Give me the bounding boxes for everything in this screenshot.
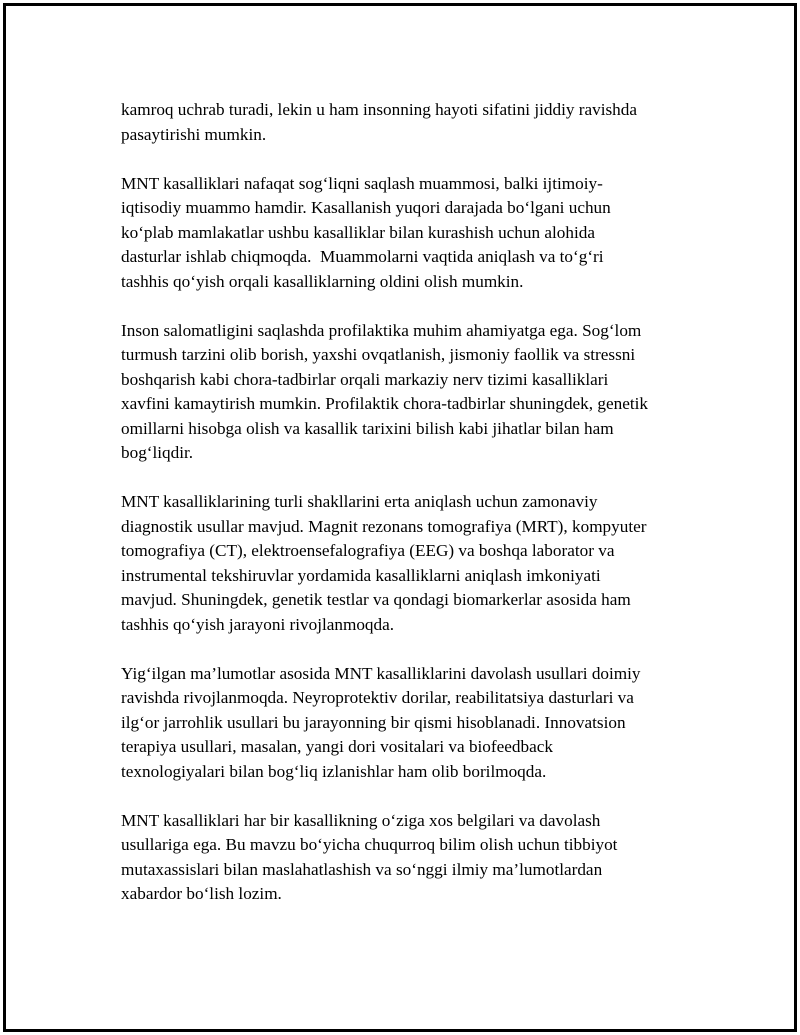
text-line: MNT kasalliklari har bir kasallikning o‘ziga xos belgilari va davolash xyxy=(121,810,601,830)
text-line: pasaytirishi mumkin. xyxy=(121,124,267,144)
text-line: ilg‘or jarrohlik usullari bu jarayonning bir qismi hisoblanadi. Innovatsion xyxy=(121,712,626,732)
text-line: usullariga ega. Bu mavzu bo‘yicha chuqurroq bilim olish uchun tibbiyot xyxy=(121,835,618,854)
paragraph-5 xyxy=(121,662,691,785)
text-line: instrumental tekshiruvlar yordamida kasalliklarni aniqlash imkoniyati xyxy=(121,565,601,585)
text-line: boshqarish kabi chora-tadbirlar orqali markaziy nerv tizimi kasalliklari xyxy=(121,369,609,389)
text-line: omillarni hisobga olish va kasallik tarixini bilish kabi jihatlar bilan ham xyxy=(121,418,614,438)
page-frame xyxy=(3,3,797,1032)
text-line: tashhis qo‘yish orqali kasalliklarning oldini olish mumkin. xyxy=(121,271,524,291)
text-line: turmush tarzini olib borish, yaxshi ovqatlanish, jismoniy faollik va stressni xyxy=(121,345,636,364)
text-line: diagnostik usullar mavjud. Magnit rezonans tomografiya (MRT), kompyuter xyxy=(121,516,647,536)
text-line: xavfini kamaytirish mumkin. Profilaktik chora-tadbirlar shuningdek, genetik xyxy=(121,394,648,413)
text-line: terapiya usullari, masalan, yangi dori vositalari va biofeedback xyxy=(121,737,553,756)
text-line: xabardor bo‘lish lozim. xyxy=(121,884,282,903)
document-body xyxy=(121,98,691,931)
text-line: mutaxassislari bilan maslahatlashish va so‘nggi ilmiy ma’lumotlardan xyxy=(121,859,603,879)
text-line: tashhis qo‘yish jarayoni rivojlanmoqda. xyxy=(121,614,395,634)
paragraph-3 xyxy=(121,319,691,466)
text-line: iqtisodiy muammo hamdir. Kasallanish yuqori darajada bo‘lgani uchun xyxy=(121,198,611,217)
text-line: Yig‘ilgan ma’lumotlar asosida MNT kasalliklarini davolash usullari doimiy xyxy=(121,663,641,683)
text-line: bog‘liqdir. xyxy=(121,443,194,462)
paragraph-4 xyxy=(121,490,691,637)
paragraph-1 xyxy=(121,98,691,147)
text-line: MNT kasalliklari nafaqat sog‘liqni saqlash muammosi, balki ijtimoiy- xyxy=(121,173,603,193)
text-line: tomografiya (CT), elektroensefalografiya (EEG) va boshqa laborator va xyxy=(121,541,615,560)
text-line: ravishda rivojlanmoqda. Neyroprotektiv dorilar, reabilitatsiya dasturlari va xyxy=(121,688,634,707)
text-line: kamroq uchrab turadi, lekin u ham insonning hayoti sifatini jiddiy ravishda xyxy=(121,100,638,119)
text-line: dasturlar ishlab chiqmoqda. Muammolarni vaqtida aniqlash va to‘g‘ri xyxy=(121,247,604,266)
text-line: ko‘plab mamlakatlar ushbu kasalliklar bilan kurashish uchun alohida xyxy=(121,222,595,242)
text-line: mavjud. Shuningdek, genetik testlar va qondagi biomarkerlar asosida ham xyxy=(121,590,631,609)
paragraph-2 xyxy=(121,172,691,295)
text-line: MNT kasalliklarining turli shakllarini erta aniqlash uchun zamonaviy xyxy=(121,492,598,511)
text-line: texnologiyalari bilan bog‘liq izlanishlar ham olib borilmoqda. xyxy=(121,761,547,781)
text-line: Inson salomatligini saqlashda profilaktika muhim ahamiyatga ega. Sog‘lom xyxy=(121,320,642,340)
paragraph-6 xyxy=(121,809,691,907)
